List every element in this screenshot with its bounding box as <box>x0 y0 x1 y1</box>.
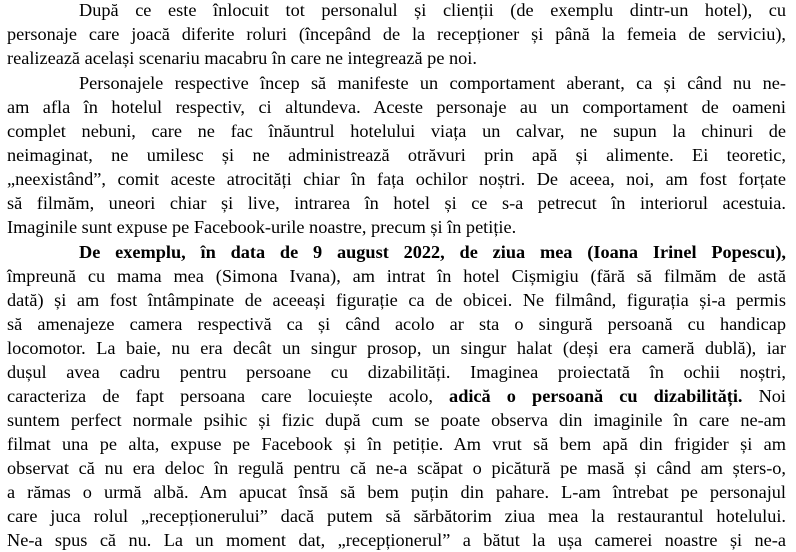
paragraph-3-line-4: să amenajeze camera respectivă ca și când acolo ar sta o singură persoană cu handicap <box>7 314 786 334</box>
paragraph-3-line-9: filmat una pe alta, expuse pe Facebook și în petiție. Am vrut să bem apă din frigider și am <box>7 434 786 454</box>
line-7-bold-text: adică o persoană cu dizabilități. <box>449 386 743 406</box>
paragraph-3-line-5: locomotor. La baie, nu era decât un singur prosop, un singur halat (deși era cameră dublă), iar <box>7 338 786 358</box>
paragraph-3-line-7 <box>7 384 786 408</box>
paragraph-3-line-1 <box>79 240 786 264</box>
paragraph-3-line-10: observat că nu era deloc în regulă pentru că ne-a scăpat o picătură pe masă și când am șters-o, <box>7 458 786 478</box>
highlighted-date-text: De exemplu, în data de 9 august 2022, de ziua mea (Ioana Irinel Popescu), <box>79 242 786 262</box>
paragraph-2-line-7: Imaginile sunt expuse pe Facebook-urile noastre, precum și în petiție. <box>7 217 517 237</box>
paragraph-3-line-11: a rămas o urmă albă. Am apucat însă să bem puțin din pahare. L-am întrebat pe personajul <box>7 482 786 502</box>
paragraph-2-line-1: Personajele respective încep să manifeste un comportament aberant, ca și când nu ne- <box>79 73 786 93</box>
paragraph-1-line-2: personaje care joacă diferite roluri (începând de la recepționer și până la femeia de serviciu), <box>7 24 786 44</box>
paragraph-3-line-13: Ne-a spus că nu. La un moment dat, „recepționerul” a bătut la ușa camerei noastre și ne-a <box>7 530 786 550</box>
paragraph-2-line-4: neimaginat, ne umilesc și ne administrează otrăvuri prin apă și alimente. Ei teoretic, <box>7 145 786 165</box>
paragraph-1-line-1: După ce este înlocuit tot personalul și clienții (de exemplu dintr-un hotel), cu <box>79 0 786 20</box>
paragraph-1-line-3: realizează același scenariu macabru în care ne integrează pe noi. <box>7 48 477 68</box>
paragraph-2-line-5: „neexistând”, comit aceste atrocități chiar în fața ochilor noștri. De aceea, noi, am fost forțate <box>7 169 786 189</box>
line-7-end-text: Noi <box>758 386 787 406</box>
paragraph-2-line-3: complet nebuni, care ne fac înăuntrul hotelului viața un calvar, ne supun la chinuri de <box>7 121 786 141</box>
paragraph-3-line-3: dată) și am fost întâmpinate de aceeași figurație ca de obicei. Ne filmând, figurația și-a permis <box>7 290 786 310</box>
paragraph-2-line-6: să filmăm, uneori chiar și live, intrarea în hotel și ce s-a petrecut în interiorul acestuia. <box>7 193 786 213</box>
paragraph-2-line-2: am afla în hotelul respectiv, ci altundeva. Aceste personaje au un comportament de oameni <box>7 97 786 117</box>
paragraph-3-line-2: împreună cu mama mea (Simona Ivana), am intrat în hotel Cișmigiu (fără să filmăm de astă <box>7 266 786 286</box>
paragraph-3-line-12: care juca rolul „recepționerului” dacă putem să sărbătorim ziua mea la restaurantul hotelului. <box>7 506 786 526</box>
paragraph-3-line-8: suntem perfect normale psihic și fizic după cum se poate observa din imaginile în care ne-am <box>7 410 786 430</box>
paragraph-3-line-6: dușul avea cadru pentru persoane cu dizabilități. Imaginea proiectată în ochii noștri, <box>7 362 786 382</box>
line-7-normal-text: caracteriza de fapt persoana care locuiește acolo, <box>7 386 433 406</box>
